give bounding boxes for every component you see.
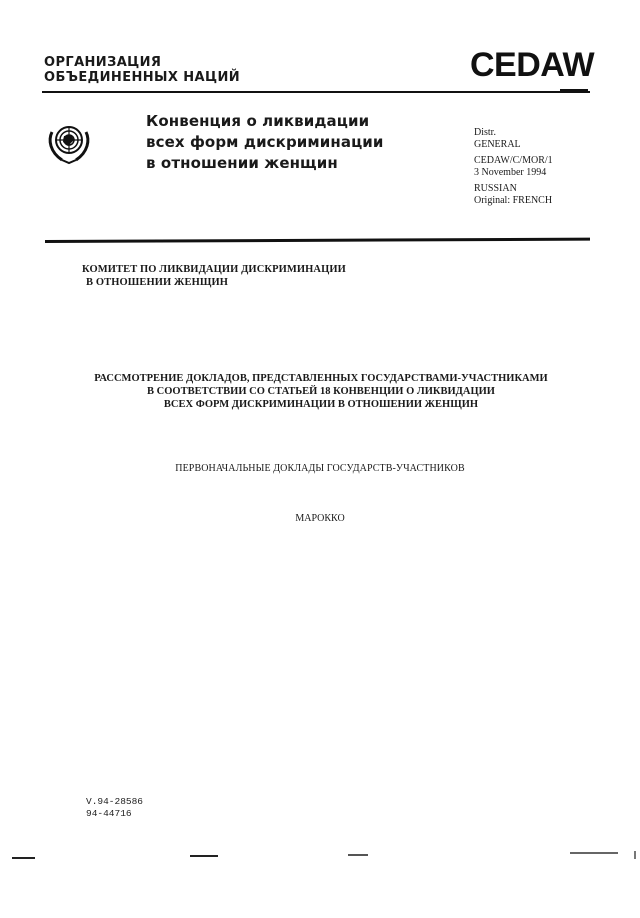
footer-mark [12, 857, 35, 859]
code-1: V.94-28586 [86, 796, 144, 807]
convention-title-line-1: Конвенция о ликвидации [146, 112, 370, 130]
consideration-line-1: РАССМОТРЕНИЕ ДОКЛАДОВ, ПРЕДСТАВЛЕННЫХ ГОСУДАРСТВАМИ-УЧАСТНИКАМИ [94, 373, 548, 384]
original-language: Original: FRENCH [474, 194, 553, 206]
distr-label: Distr. [474, 127, 496, 138]
un-emblem-icon [44, 118, 94, 168]
organization-line-2: ОБЪЕДИНЕННЫХ НАЦИЙ [44, 70, 241, 85]
document-language: RUSSIAN [474, 183, 517, 194]
convention-title-line-2: всех форм дискриминации [146, 133, 384, 151]
report-type-heading: ПЕРВОНАЧАЛЬНЫЕ ДОКЛАДЫ ГОСУДАРСТВ-УЧАСТНИКОВ [175, 463, 465, 474]
code-2: 94-44716 [86, 808, 132, 819]
section-divider [45, 238, 590, 243]
country-heading: МАРОККО [295, 513, 345, 524]
footer-mark [634, 851, 636, 859]
organization-line-1: ОРГАНИЗАЦИЯ [44, 55, 162, 70]
convention-title [146, 111, 384, 174]
distr-value: GENERAL [474, 138, 521, 150]
document-symbol: CEDAW/C/MOR/1 [474, 155, 553, 166]
footer-mark [570, 852, 618, 854]
footer-mark [348, 854, 368, 856]
committee-line-1: КОМИТЕТ ПО ЛИКВИДАЦИИ ДИСКРИМИНАЦИИ [82, 264, 346, 275]
cedaw-logo: CEDAW [470, 46, 595, 84]
convention-title-line-3: в отношении женщин [146, 154, 338, 172]
consideration-heading [90, 372, 552, 411]
consideration-line-2: В СООТВЕТСТВИИ СО СТАТЬЕЙ 18 КОНВЕНЦИИ О ЛИКВИДАЦИИ [147, 386, 495, 397]
document-date: 3 November 1994 [474, 166, 547, 178]
header-divider [42, 91, 590, 93]
document-codes [86, 796, 143, 820]
consideration-line-3: ВСЕХ ФОРМ ДИСКРИМИНАЦИИ В ОТНОШЕНИИ ЖЕНЩИН [163, 399, 479, 410]
committee-line-2: В ОТНОШЕНИИ ЖЕНЩИН [86, 277, 229, 288]
footer-mark [190, 855, 218, 857]
organization-name [44, 55, 240, 85]
header-divider-segment [560, 89, 588, 91]
committee-name [82, 263, 346, 289]
document-meta [474, 127, 553, 211]
